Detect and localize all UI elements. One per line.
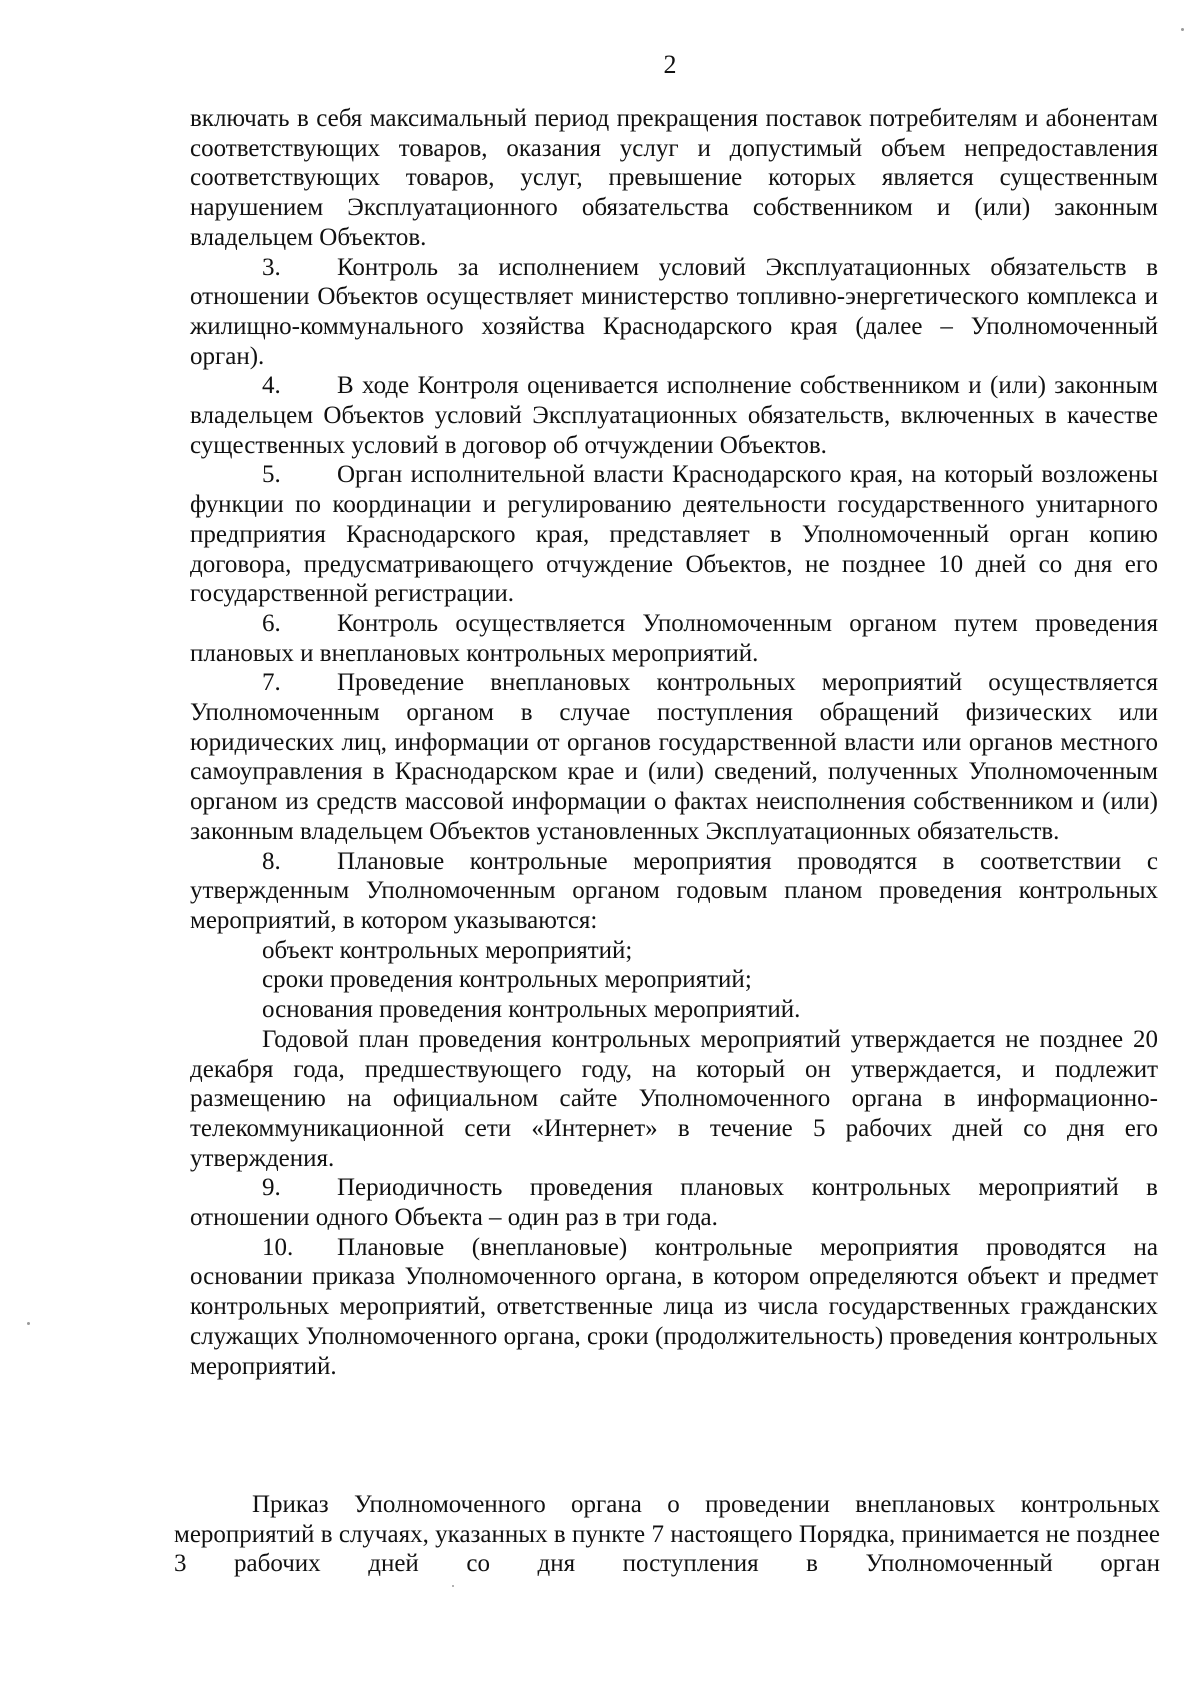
document-body xyxy=(190,104,1158,1381)
paragraph-number: 8. xyxy=(262,847,281,875)
list-item: сроки проведения контрольных мероприятий; xyxy=(262,966,752,994)
paragraph-3 xyxy=(190,253,1158,372)
final-paragraph xyxy=(174,1490,1160,1579)
paragraph-continuation: включать в себя максимальный период прекращения поставок потребителям и абонентам соответствующих товаров, оказания услуг и допустимый объем непредоставления соответствующих товаров, услуг, превышение которых является существенным нарушением Эксплуатационного обязательства собственником и (или) законным владельцем Объектов. xyxy=(190,105,1158,251)
paragraph-number: 6. xyxy=(262,609,281,637)
page-number: 2 xyxy=(663,50,677,79)
paragraph-annual-plan: Годовой план проведения контрольных мероприятий утверждается не позднее 20 декабря года, предшествующего году, на который он утверждается, и подлежит размещению на официальном сайте Уполномоченного органа в информационно-телекоммуникационной сети «Интернет» в течение 5 рабочих дней со дня его утверждения. xyxy=(190,1025,1158,1172)
paragraph-number: 9. xyxy=(262,1174,281,1202)
paragraph-10 xyxy=(190,1233,1158,1382)
paragraph-number: 10. xyxy=(262,1233,294,1261)
paragraph-4 xyxy=(190,371,1158,460)
scan-speck xyxy=(27,1322,30,1325)
paragraph-text: Орган исполнительной власти Краснодарского края, на который возложены функции по координации и регулированию деятельности государственного унитарного предприятия Краснодарского края, представляет в Уполномоченный орган копию договора, предусматривающего отчуждение Объектов, не позднее 10 дней со дня его государственной регистрации. xyxy=(190,461,1158,608)
scan-speck xyxy=(1181,28,1184,31)
paragraph-text: Контроль осуществляется Уполномоченным органом путем проведения плановых и внеплановых контрольных мероприятий. xyxy=(190,609,1158,667)
final-paragraph-text: Приказ Уполномоченного органа о проведении внеплановых контрольных мероприятий в случаях, указанных в пункте 7 настоящего Порядка, принимается не позднее 3 рабочих дней со дня поступления в Уполномоченный орган xyxy=(174,1491,1160,1578)
paragraph-number: 4. xyxy=(262,372,281,400)
paragraph-number: 3. xyxy=(262,253,281,281)
paragraph-text: Проведение внеплановых контрольных мероприятий осуществляется Уполномоченным органом в случае поступления обращений физических или юридических лиц, информации от органов государственной власти или органов местного самоуправления в Краснодарском крае и (или) сведений, полученных Уполномоченным органом из средств массовой информации о фактах неисполнения собственником и (или) законным владельцем Объектов установленных Эксплуатационных обязательств. xyxy=(190,669,1158,845)
paragraph-text: Плановые контрольные мероприятия проводятся в соответствии с утвержденным Уполномоченным органом годовым планом проведения контрольных мероприятий, в котором указываются: xyxy=(190,847,1158,934)
paragraph-text: Плановые (внеплановые) контрольные мероприятия проводятся на основании приказа Уполномоченного органа, в котором определяются объект и предмет контрольных мероприятий, ответственные лица из числа государственных гражданских служащих Уполномоченного органа, сроки (продолжительность) проведения контрольных мероприятий. xyxy=(190,1233,1158,1380)
list-item: основания проведения контрольных мероприятий. xyxy=(262,996,801,1024)
scan-speck xyxy=(452,1585,454,1587)
paragraph-number: 7. xyxy=(262,669,281,697)
paragraph-9 xyxy=(190,1173,1158,1232)
paragraph-text: В ходе Контроля оценивается исполнение собственником и (или) законным владельцем Объектов условий Эксплуатационных обязательств, включенных в качестве существенных условий в договор об отчуждении Объектов. xyxy=(190,372,1158,459)
paragraph-7 xyxy=(190,668,1158,846)
paragraph-5 xyxy=(190,460,1158,609)
paragraph-text: Периодичность проведения плановых контрольных мероприятий в отношении одного Объекта – один раз в три года. xyxy=(190,1174,1158,1232)
paragraph-text: Контроль за исполнением условий Эксплуатационных обязательств в отношении Объектов осуществляет министерство топливно-энергетического комплекса и жилищно-коммунального хозяйства Краснодарского края (далее – Уполномоченный орган). xyxy=(190,253,1158,370)
list-item: объект контрольных мероприятий; xyxy=(262,936,633,964)
paragraph-number: 5. xyxy=(262,461,281,489)
paragraph-6 xyxy=(190,609,1158,668)
paragraph-8 xyxy=(190,847,1158,936)
